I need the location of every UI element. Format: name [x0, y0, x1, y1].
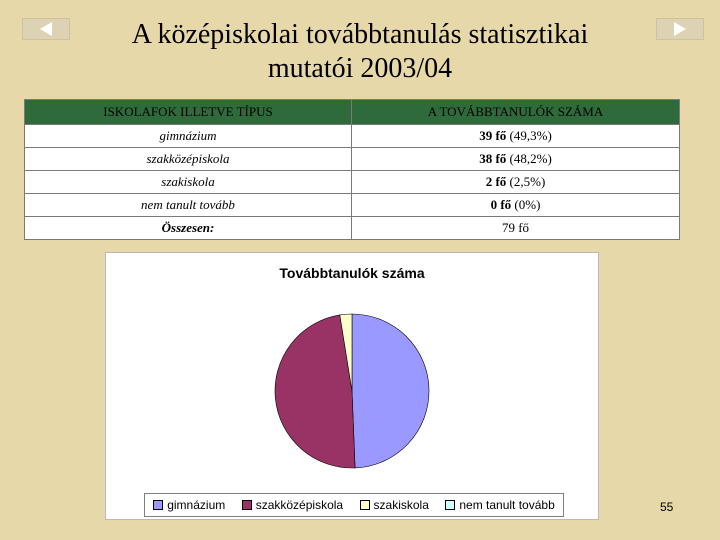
chart-legend [144, 493, 564, 517]
header-school-type: ISKOLAFOK ILLETVE TÍPUS [25, 100, 352, 125]
legend-swatch [445, 500, 455, 510]
table-row [25, 171, 680, 194]
legend-swatch [360, 500, 370, 510]
total-label: Összesen: [25, 217, 352, 240]
student-count-cell [352, 171, 680, 194]
slide-title: A középiskolai továbbtanulás statisztikai mutatói 2003/04 [131, 19, 589, 84]
table-row [25, 194, 680, 217]
count-percent: (2,5%) [506, 174, 546, 189]
arrow-right-icon [674, 22, 686, 36]
table-row [25, 148, 680, 171]
legend-label: szakiskola [373, 498, 429, 512]
student-count-cell [352, 194, 680, 217]
count-percent: (48,2%) [506, 151, 552, 166]
count-value: 38 fő [479, 151, 507, 166]
legend-item [242, 498, 343, 512]
arrow-left-icon [40, 22, 52, 36]
next-slide-button[interactable] [656, 18, 704, 40]
previous-slide-button[interactable] [22, 18, 70, 40]
chart-title: Továbbtanulók száma [279, 265, 425, 281]
count-percent: (0%) [511, 197, 541, 212]
count-percent: (49,3%) [506, 128, 552, 143]
count-value: 0 fő [490, 197, 512, 212]
header-student-count: A TOVÁBBTANULÓK SZÁMA [352, 100, 680, 125]
school-type-cell: gimnázium [25, 125, 352, 148]
pie-slice-0 [352, 314, 429, 468]
table-total-row [25, 217, 680, 240]
legend-item [360, 498, 429, 512]
legend-label: nem tanult tovább [459, 498, 555, 512]
total-count-cell [352, 217, 680, 240]
legend-label: szakközépiskola [255, 498, 344, 512]
pie-slice-1 [275, 315, 355, 468]
student-count-cell [352, 148, 680, 171]
legend-item [445, 498, 554, 512]
school-type-cell: szakiskola [25, 171, 352, 194]
statistics-table [24, 99, 680, 240]
pie-chart [105, 252, 599, 520]
table-header-row [25, 100, 680, 125]
count-value: 39 fő [479, 128, 507, 143]
page-number: 55 [660, 500, 674, 514]
school-type-cell: nem tanult tovább [25, 194, 352, 217]
table-row [25, 125, 680, 148]
count-value: 2 fő [485, 174, 507, 189]
student-count-cell [352, 125, 680, 148]
pie-chart-svg [106, 253, 598, 489]
school-type-cell: szakközépiskola [25, 148, 352, 171]
legend-swatch [153, 500, 163, 510]
legend-label: gimnázium [167, 498, 226, 512]
total-count-value: 79 fő [501, 220, 530, 235]
legend-swatch [242, 500, 252, 510]
legend-item [153, 498, 225, 512]
